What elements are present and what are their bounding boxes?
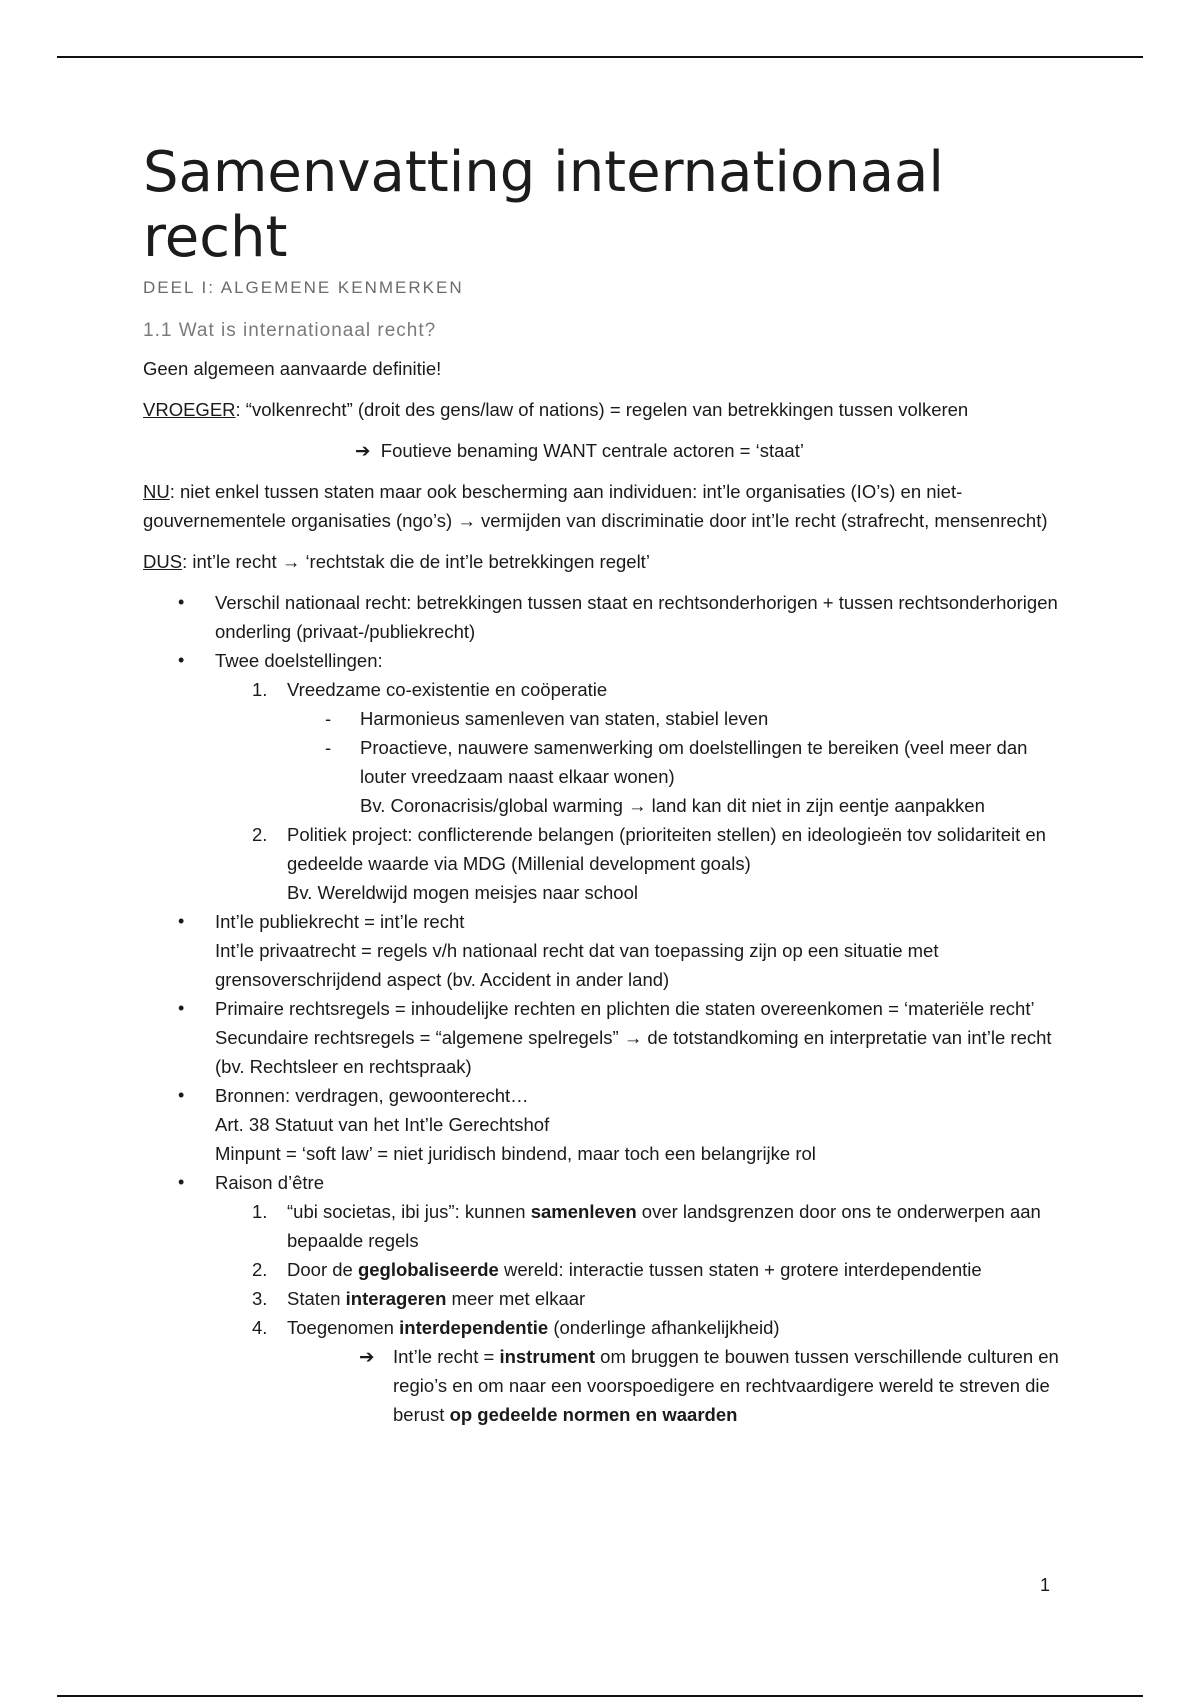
item-text-bold: samenleven (530, 1201, 637, 1222)
label-nu: NU (143, 481, 170, 502)
numbered-list-raison (215, 1197, 1063, 1429)
item-text: Door de (287, 1259, 358, 1280)
numbered-item (215, 1313, 1063, 1429)
list-item (143, 1168, 1063, 1429)
numbered-item (215, 1284, 1063, 1313)
dash-list (287, 704, 1063, 791)
list-item-text: Art. 38 Statuut van het Int’le Gerechtshof (215, 1114, 550, 1135)
list-item (143, 994, 1063, 1081)
list-item-text: Int’le privaatrecht = regels v/h nationaal recht dat van toepassing zijn op een situatie met grensoverschrijdend aspect (bv. Accident in ander land) (215, 940, 939, 990)
conclusion (287, 1342, 1063, 1429)
item-number: 2. (252, 824, 268, 845)
item-number: 1. (252, 679, 268, 700)
item-text: Vreedzame co-existentie en coöperatie (287, 679, 608, 700)
text-vroeger: : “volkenrecht” (droit des gens/law of nations) = regelen van betrekkingen tussen volkeren (235, 399, 969, 420)
item-number: 1. (252, 1201, 268, 1222)
section-heading: 1.1 Wat is internationaal recht? (143, 320, 437, 341)
page-number: 1 (1040, 1575, 1051, 1595)
dash-marker: - (325, 708, 332, 729)
top-rule (57, 56, 1143, 58)
list-item-text: • Int’le publiekrecht = int’le recht (215, 911, 465, 932)
numbered-item (215, 675, 1063, 820)
numbered-item (215, 1255, 1063, 1284)
example-text: Bv. Wereldwijd mogen meisjes naar school (287, 882, 638, 903)
arrow-note (355, 436, 1063, 465)
conclusion-bold: op gedeelde normen en waarden (449, 1404, 738, 1425)
item-text: wereld: interactie tussen staten + grotere interdependentie (498, 1259, 982, 1280)
item-text-bold: interdependentie (399, 1317, 549, 1338)
item-text: meer met elkaar (446, 1288, 586, 1309)
list-item (143, 646, 1063, 907)
item-number: 2. (252, 1259, 268, 1280)
arrow-note-text: Foutieve benaming WANT centrale actoren = ‘staat’ (380, 440, 804, 461)
paragraph-vroeger (143, 395, 1063, 424)
bullet-list (143, 588, 1063, 1429)
numbered-item (215, 1197, 1063, 1255)
numbered-list-goals (215, 675, 1063, 907)
label-vroeger: VROEGER (143, 399, 236, 420)
numbered-item (215, 820, 1063, 907)
list-item (143, 588, 1063, 646)
list-item (143, 1081, 1063, 1168)
part-heading: DEEL I: ALGEMENE KENMERKEN (143, 278, 464, 297)
conclusion-bold: instrument (499, 1346, 596, 1367)
example-text: Bv. Coronacrisis/global warming → land kan dit niet in zijn eentje aanpakken (360, 795, 985, 816)
dash-item (287, 704, 1063, 733)
dash-item-text: Proactieve, nauwere samenwerking om doelstellingen te bereiken (veel meer dan louter vreedzaam naast elkaar wonen) (360, 737, 1028, 787)
bottom-rule (57, 1695, 1143, 1697)
list-item-text: Raison d’être (215, 1172, 325, 1193)
list-item-text: Twee doelstellingen: (215, 650, 383, 671)
item-text: Staten (287, 1288, 346, 1309)
paragraph-nu (143, 477, 1063, 535)
list-item-text: • Bronnen: verdragen, gewoonterecht… (215, 1085, 529, 1106)
list-item-text: Verschil nationaal recht: betrekkingen tussen staat en rechtsonderhorigen + tussen rechtsonderhorigen onderling (privaat-/publiekrecht) (215, 592, 1058, 642)
item-text: Politiek project: conflicterende belangen (prioriteiten stellen) en ideologieën tov solidariteit en gedeelde waarde via MDG (Millenial development goals) (287, 824, 1046, 874)
document-body (143, 140, 1063, 1429)
dash-marker: - (325, 737, 332, 758)
item-text-bold: interageren (345, 1288, 447, 1309)
conclusion-text: om bruggen te bouwen tussen verschillende culturen en regio’s en om naar een voorspoedigere en rechtvaardigere wereld te streven die berust (393, 1346, 1059, 1425)
item-text: “ubi societas, ibi jus”: kunnen (287, 1201, 531, 1222)
list-item-text: Minpunt = ‘soft law’ = niet juridisch bindend, maar toch een belangrijke rol (215, 1143, 816, 1164)
item-text: Toegenomen (287, 1317, 400, 1338)
paragraph-dus (143, 547, 1063, 576)
item-number: 3. (252, 1288, 268, 1309)
paragraph-no-definition: Geen algemeen aanvaarde definitie! (143, 358, 442, 379)
label-dus: DUS (143, 551, 183, 572)
item-number: 4. (252, 1317, 268, 1338)
text-nu: : niet enkel tussen staten maar ook bescherming aan individuen: int’le organisaties (IO’s) en niet-gouvernementele organisaties (ngo’s) → vermijden van discriminatie door int’le recht (strafrecht, mensenrecht) (143, 481, 1048, 531)
text-dus: : int’le recht → ‘rechtstak die de int’le betrekkingen regelt’ (182, 551, 650, 572)
item-text: over landsgrenzen door ons te onderwerpen aan bepaalde regels (287, 1201, 1041, 1251)
dash-item (287, 733, 1063, 791)
item-text-bold: geglobaliseerde (357, 1259, 499, 1280)
arrow-icon: ➔ (355, 440, 371, 461)
dash-item-text: Harmonieus samenleven van staten, stabiel leven (360, 708, 769, 729)
page-title: Samenvatting internationaal recht (143, 140, 944, 270)
list-item-text: • Primaire rechtsregels = inhoudelijke rechten en plichten die staten overeenkomen = ‘materiële recht’ (215, 998, 1035, 1019)
list-item (143, 907, 1063, 994)
item-text: (onderlinge afhankelijkheid) (548, 1317, 780, 1338)
conclusion-text: Int’le recht = (393, 1346, 500, 1367)
list-item-text: Secundaire rechtsregels = “algemene spelregels” → de totstandkoming en interpretatie van int’le recht (bv. Rechtsleer en rechtspraak) (215, 1027, 1052, 1077)
arrow-icon: ➔ (359, 1346, 375, 1367)
